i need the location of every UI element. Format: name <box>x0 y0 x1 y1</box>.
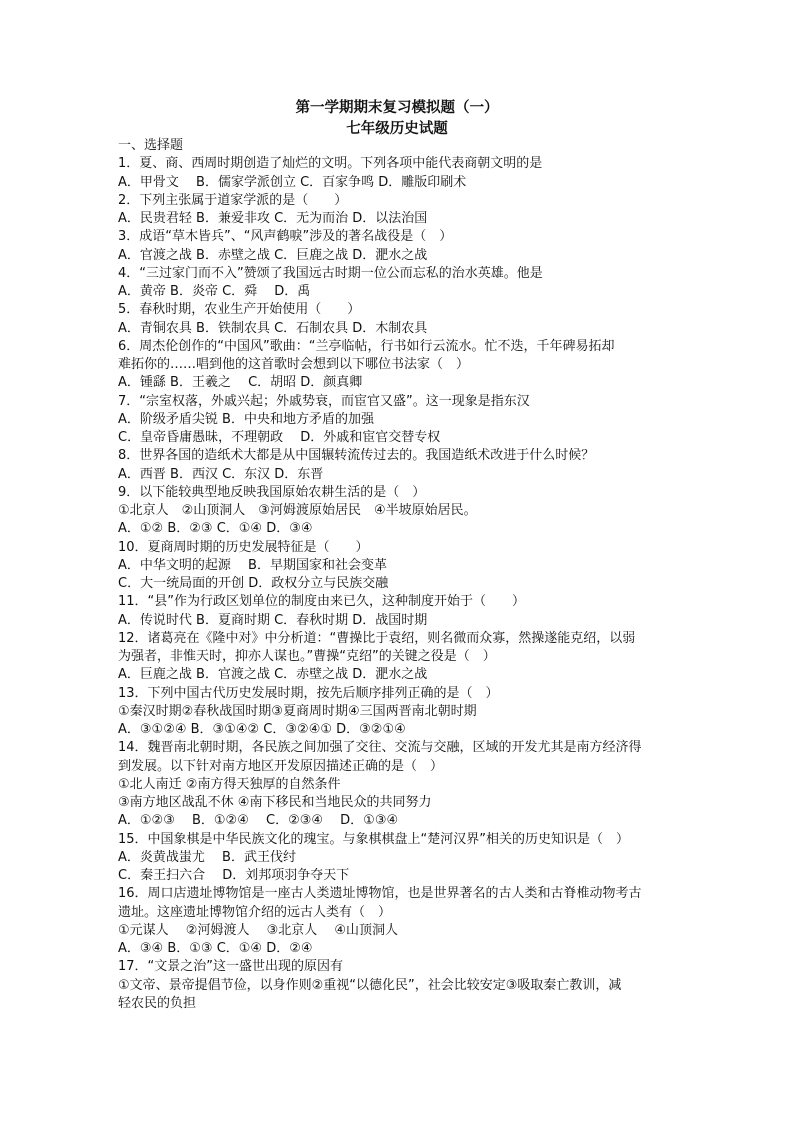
question-list <box>118 137 678 1013</box>
text-line: A．③①②④ B．③①④② C．③②④① D．③②①④ <box>118 722 406 737</box>
text-line: A．民贵君轻 B．兼爱非攻 C．无为而治 D．以法治国 <box>118 211 428 226</box>
text-line: 难拓你的……唱到他的这首歌时会想到以下哪位书法家（ ） <box>118 357 470 372</box>
text-line: A．巨鹿之战 B．官渡之战 C．赤壁之战 D．淝水之战 <box>118 667 428 683</box>
exam-title: 第一学期期末复习模拟题（一） <box>295 100 499 116</box>
text-line: 8．世界各国的造纸术大都是从中国辗转流传过去的。我国造纸术改进于什么时候？ <box>118 448 595 464</box>
text-line: ③南方地区战乱不休 ④南下移民和当地民众的共同努力 <box>118 795 432 810</box>
text-line: 11．“县”作为行政区划单位的制度由来已久，这种制度开始于（ ） <box>118 594 526 610</box>
text-line: ①北京人 ②山顶洞人 ③河姆渡原始居民 ④半坡原始居民。 <box>118 503 477 518</box>
text-line: 1．夏、商、西周时期创造了灿烂的文明。下列各项中能代表商朝文明的是 <box>118 156 543 172</box>
exam-subtitle: 七年级历史试题 <box>346 121 448 137</box>
text-line: ①北人南迁 ②南方得天独厚的自然条件 <box>118 776 341 792</box>
text-line: 14．魏晋南北朝时期，各民族之间加强了交往、交流与交融，区域的开发尤其是南方经济得 <box>118 740 642 756</box>
text-line: C．秦王扫六合 D．刘邦项羽争夺天下 <box>118 868 350 883</box>
text-line: A．炎黄战蚩尤 B．武王伐纣 <box>118 849 296 865</box>
text-line: A．①②③ B．①②④ C．②③④ D．①③④ <box>118 813 399 829</box>
text-line: 5．春秋时期，农业生产开始使用（ ） <box>118 302 361 318</box>
text-line: 6．周杰伦创作的“中国风”歌曲：“兰亭临帖，行书如行云流水。忙不迭，千年碑易拓却 <box>118 338 615 354</box>
text-line: A．西晋 B．西汉 C．东汉 D．东晋 <box>118 466 324 482</box>
text-line: C．皇帝昏庸愚昧，不理朝政 D．外戚和宦官交替专权 <box>118 430 441 445</box>
text-line: 15．中国象棋是中华民族文化的瑰宝。与象棋棋盘上“楚河汉界”相关的历史知识是（ ） <box>118 831 630 847</box>
text-line: ①元谋人 ②河姆渡人 ③北京人 ④山顶洞人 <box>118 922 399 938</box>
text-line: A．甲骨文 B．儒家学派创立 C．百家争鸣 D．雕版印刷术 <box>118 174 467 190</box>
text-line: 16．周口店遗址博物馆是一座古人类遗址博物馆，也是世界著名的古人类和古脊椎动物考古 <box>118 886 642 902</box>
text-line: 17．“文景之治”这一盛世出现的原因有 <box>118 959 344 975</box>
text-line: 12．诸葛亮在《隆中对》中分析道：“曹操比于袁绍，则名微而众寡，然操遂能克绍，以弱 <box>118 630 636 646</box>
section-heading: 一、选择题 <box>118 138 184 153</box>
text-line: A．黄帝 B．炎帝 C．舜 D．禹 <box>118 284 311 299</box>
text-line: C．大一统局面的开创 D．政权分立与民族交融 <box>118 576 389 591</box>
text-line: 2．下列主张属于道家学派的是（ ） <box>118 192 348 208</box>
text-line: 到发展。以下针对南方地区开发原因描述正确的是（ ） <box>118 758 444 774</box>
text-line: 10．夏商周时期的历史发展特征是（ ） <box>118 539 369 555</box>
text-line: 轻农民的负担 <box>118 995 197 1011</box>
text-line: 3．成语“草木皆兵”、“风声鹤唳”涉及的著名战役是（ ） <box>118 229 453 245</box>
text-line: A．传说时代 B．夏商时期 C．春秋时期 D．战国时期 <box>118 612 428 628</box>
text-line: 7．“宗室权落，外戚兴起；外戚势衰，而宦官又盛”。这一现象是指东汉 <box>118 393 530 409</box>
text-line: 为强者，非惟天时，抑亦人谋也。”曹操“克绍”的关键之役是（ ） <box>118 649 496 664</box>
text-line: 9．以下能较典型地反映我国原始农耕生活的是（ ） <box>118 484 426 500</box>
text-line: 4．“三过家门而不入”赞颂了我国远古时期一位公而忘私的治水英雄。他是 <box>118 265 543 281</box>
text-line: A．①② B．②③ C．①④ D．③④ <box>118 521 313 537</box>
text-line: A．青铜农具 B．铁制农具 C．石制农具 D．木制农具 <box>118 320 428 336</box>
text-line: A．锺繇 B．王羲之 C．胡昭 D．颜真卿 <box>118 375 363 391</box>
text-line: 遗址。这座遗址博物馆介绍的远古人类有（ ） <box>118 904 392 920</box>
text-line: A．③④ B．①③ C．①④ D．②④ <box>118 941 313 956</box>
text-line: ①文帝、景帝提倡节俭，以身作则②重视“以德化民”，社会比较安定③吸取秦亡教训，减 <box>118 977 622 993</box>
text-line: 13．下列中国古代历史发展时期，按先后顺序排列正确的是（ ） <box>118 685 499 701</box>
text-line: A．阶级矛盾尖锐 B．中央和地方矛盾的加强 <box>118 411 374 427</box>
text-line: ①秦汉时期②春秋战国时期③夏商周时期④三国两晋南北朝时期 <box>118 703 477 719</box>
text-line: A．中华文明的起源 B．早期国家和社会变革 <box>118 557 387 573</box>
text-line: A．官渡之战 B．赤壁之战 C．巨鹿之战 D．淝水之战 <box>118 247 428 263</box>
